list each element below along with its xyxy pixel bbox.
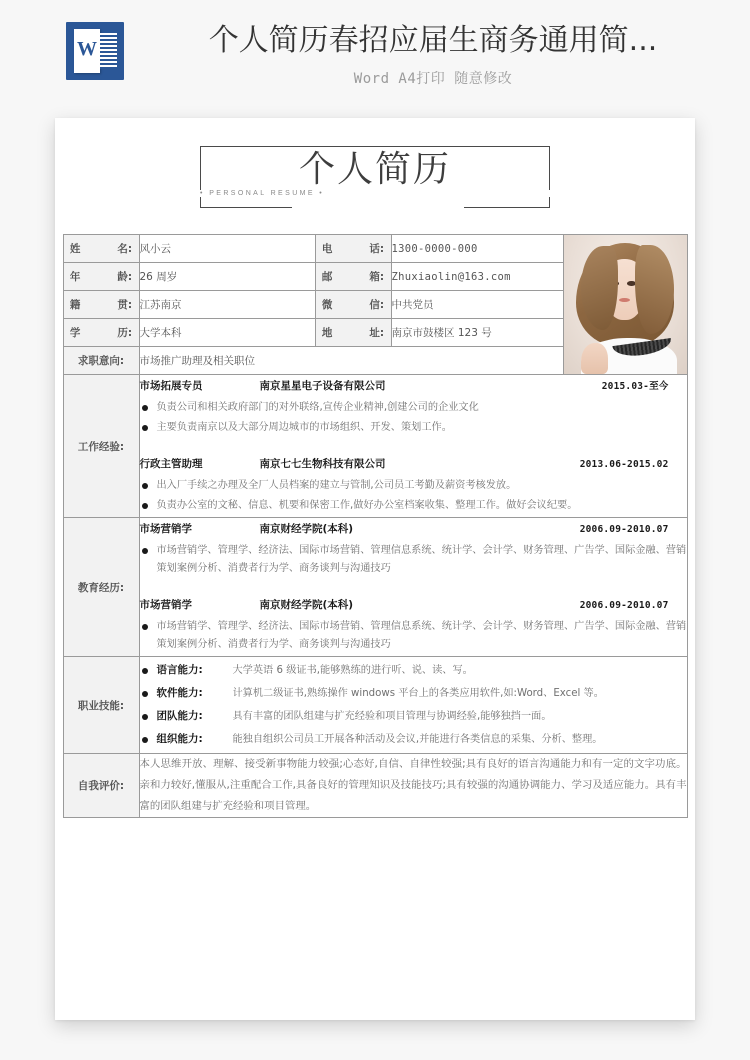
list-item: 市场营销学、管理学、经济法、国际市场营销、管理信息系统、统计学、会计学、财务管理、广告学、国际金融、营销策划案例分析、消费者行为学、商务谈判与沟通技巧: [140, 618, 687, 654]
value-phone: 1300-0000-000: [391, 235, 563, 263]
list-item: 市场营销学、管理学、经济法、国际市场营销、管理信息系统、统计学、会计学、财务管理、广告学、国际金融、营销策划案例分析、消费者行为学、商务谈判与沟通技巧: [140, 542, 687, 578]
skills-body: [139, 657, 687, 754]
work-experience-body: [139, 375, 687, 518]
entry-role: 市场拓展专员: [139, 380, 203, 392]
entry-school: 南京财经学院(本科): [259, 599, 354, 611]
list-item: 负责公司和相关政府部门的对外联络,宣传企业精神,创建公司的企业文化: [140, 399, 687, 417]
work-entry: [140, 377, 687, 437]
entry-header: [140, 377, 687, 396]
entry-date: 2013.06-2015.02: [579, 459, 669, 470]
list-item: 负责办公室的文秘、信息、机要和保密工作,做好办公室档案收集、整理工作。做好会议纪要。: [140, 497, 687, 515]
entry-bullets: [140, 542, 687, 578]
section-work-experience: [63, 375, 687, 518]
page-subtitle: Word A4打印 随意修改: [353, 71, 513, 87]
list-item: 出入厂手续之办理及全厂人员档案的建立与管制,公司员工考勤及薪资考核发放。: [140, 477, 687, 495]
entry-date: 2015.03-至今: [601, 381, 669, 392]
value-email: Zhuxiaolin@163.com: [391, 263, 563, 291]
skills-list: [140, 661, 687, 749]
resume-logo-en: • PERSONAL RESUME •: [200, 190, 550, 197]
word-icon: [66, 22, 124, 80]
entry-major: 市场营销学: [139, 599, 192, 611]
list-item: [140, 730, 687, 749]
skill-desc: 具有丰富的团队组建与扩充经验和项目管理与协调经验,能够独挡一面。: [232, 711, 552, 722]
entry-gap: [140, 439, 687, 453]
value-wechat: 中共党员: [391, 291, 563, 319]
skill-name: 组织能力:: [156, 733, 203, 745]
table-row: [63, 235, 687, 263]
entry-bullets: [140, 399, 687, 437]
entry-role: 行政主管助理: [139, 458, 203, 470]
document-header: [0, 0, 750, 112]
entry-org: 南京七七生物科技有限公司: [259, 458, 386, 470]
page-title: 个人简历春招应届生商务通用简...: [208, 23, 658, 58]
photo-hair-left: [581, 246, 618, 329]
education-body: [139, 518, 687, 657]
entry-date: 2006.09-2010.07: [579, 600, 669, 611]
label-work-experience: 工作经验:: [63, 375, 139, 518]
skill-name: 团队能力:: [156, 710, 203, 722]
entry-date: 2006.09-2010.07: [579, 524, 669, 535]
entry-bullets: [140, 477, 687, 515]
skill-name: 语言能力:: [156, 664, 203, 676]
label-job-intent: 求职意向:: [63, 347, 139, 375]
entry-header: [140, 596, 687, 615]
resume-page: [55, 118, 695, 1020]
education-entry: [140, 596, 687, 654]
list-item: [140, 661, 687, 680]
logo-inner: [200, 150, 550, 190]
value-education: 大学本科: [139, 319, 315, 347]
self-evaluation-body: [139, 754, 687, 818]
entry-gap: [140, 580, 687, 594]
skill-desc: 大学英语 6 级证书,能够熟练的进行听、说、读、写。: [232, 665, 473, 676]
word-icon-lines: [100, 33, 117, 69]
value-name: 风小云: [139, 235, 315, 263]
logo-frame-gap: [292, 206, 464, 209]
resume-table: [63, 234, 688, 818]
entry-org: 南京星星电子设备有限公司: [259, 380, 386, 392]
work-entry: [140, 455, 687, 515]
label-self-evaluation: 自我评价:: [63, 754, 139, 818]
label-skills: 职业技能:: [63, 657, 139, 754]
list-item: [140, 684, 687, 703]
section-skills: [63, 657, 687, 754]
label-education: 学历:: [63, 319, 139, 347]
value-address: 南京市鼓楼区 123 号: [391, 319, 563, 347]
list-item: [140, 707, 687, 726]
resume-logo-cn: 个人简历: [298, 149, 451, 190]
label-hometown: 籍贯:: [63, 291, 139, 319]
entry-school: 南京财经学院(本科): [259, 523, 354, 535]
photo-lips: [619, 298, 630, 302]
section-education: [63, 518, 687, 657]
entry-header: [140, 520, 687, 539]
section-self-evaluation: [63, 754, 687, 818]
skill-name: 软件能力:: [156, 687, 203, 699]
label-age: 年龄:: [63, 263, 139, 291]
avatar: [563, 235, 687, 375]
value-hometown: 江苏南京: [139, 291, 315, 319]
label-wechat: 微信:: [315, 291, 391, 319]
label-email: 邮箱:: [315, 263, 391, 291]
skill-desc: 计算机二级证书,熟练操作 windows 平台上的各类应用软件,如:Word、Excel 等。: [232, 688, 604, 699]
value-job-intent: 市场推广助理及相关职位: [139, 347, 563, 375]
label-name: 姓名:: [63, 235, 139, 263]
entry-bullets: [140, 618, 687, 654]
self-evaluation-text: 本人思维开放、理解、接受新事物能力较强;心态好,自信、自律性较强;具有良好的语言沟通能力和有一定的文字功底。亲和力较好,懂服从,注重配合工作,具备良好的管理知识及技能技巧;具有较强的沟通协调能力、学习及适应能力。具有丰富的团队组建与扩充经验和项目管理。: [139, 758, 687, 812]
value-age: 26 周岁: [139, 263, 315, 291]
label-education-history: 教育经历:: [63, 518, 139, 657]
entry-header: [140, 455, 687, 474]
portrait-photo: [564, 235, 687, 374]
resume-logo-block: [200, 146, 550, 208]
list-item: 主要负责南京以及大部分周边城市的市场组织、开发、策划工作。: [140, 419, 687, 437]
education-entry: [140, 520, 687, 578]
label-phone: 电话:: [315, 235, 391, 263]
entry-major: 市场营销学: [139, 523, 192, 535]
photo-arm: [581, 343, 608, 374]
label-address: 地址:: [315, 319, 391, 347]
skill-desc: 能独自组织公司员工开展各种活动及会议,并能进行各类信息的采集、分析、整理。: [232, 734, 603, 745]
word-icon-page: [74, 29, 100, 73]
header-text-block: [124, 22, 750, 88]
